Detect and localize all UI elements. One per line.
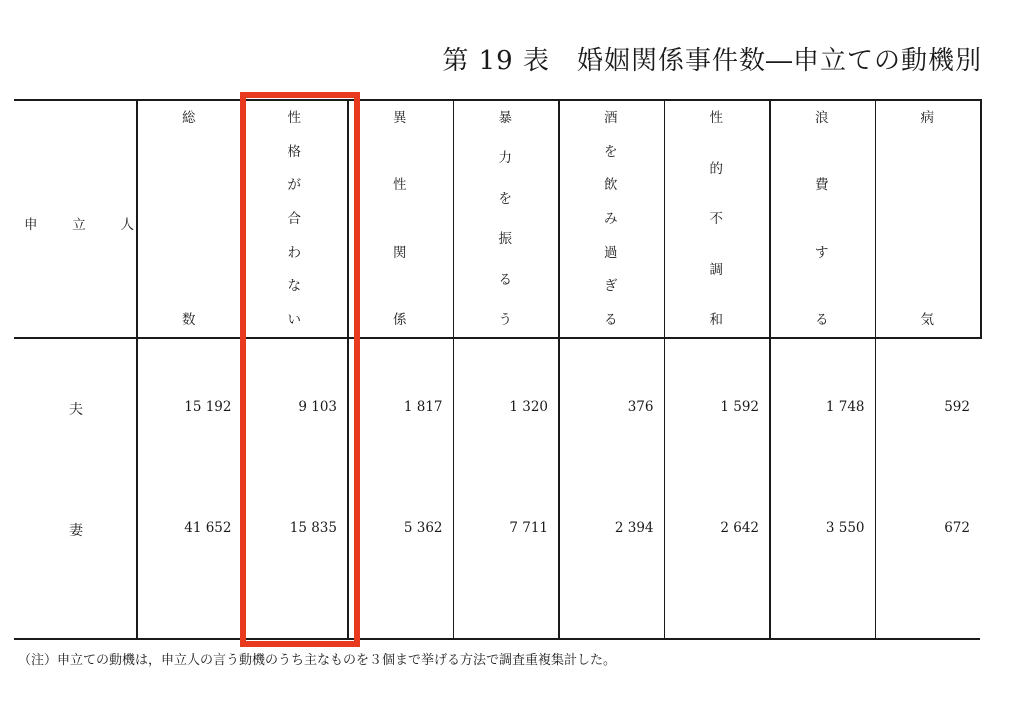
column-header (558, 99, 664, 337)
column-header-char: す (815, 244, 829, 261)
column-header (875, 99, 981, 337)
column-header (453, 99, 559, 337)
column-header-char: 性 (709, 110, 723, 126)
table-cell: 376 (627, 399, 654, 415)
column-header-char: が (287, 177, 301, 194)
column-header-char: 総 (182, 110, 196, 126)
row-label-husband: 夫 (69, 402, 83, 418)
column-header-char: る (815, 312, 829, 328)
column-header-char: い (287, 312, 301, 328)
column-header-char: 数 (182, 312, 196, 328)
highlight-box (240, 92, 360, 647)
applicant-header-char: 申 (24, 217, 38, 233)
column-header-char: 和 (709, 312, 723, 328)
column-header (347, 99, 453, 337)
table-cell: 672 (944, 520, 970, 536)
column-header-char: う (498, 312, 512, 328)
column-header-char: 性 (287, 110, 301, 126)
column-header-char: な (287, 278, 301, 295)
column-header-char: ぎ (604, 278, 618, 295)
column-header (769, 99, 875, 337)
statistics-table (14, 99, 980, 640)
table-cell: 2 394 (614, 520, 654, 536)
table-bottom-border (14, 638, 980, 640)
table-cell: 41 652 (184, 520, 232, 536)
table-cell: 592 (944, 399, 970, 415)
column-divider (980, 99, 982, 339)
column-header-char: る (604, 312, 618, 328)
column-header-char: み (604, 211, 618, 227)
column-header-char: を (604, 143, 618, 160)
table-cell: 1 592 (720, 399, 759, 415)
column-header-char: 暴 (498, 110, 512, 126)
column-header-char: 係 (393, 312, 407, 328)
column-header-char: 振 (498, 231, 512, 248)
table-cell: 15 192 (184, 399, 232, 415)
column-header-char: 気 (920, 312, 934, 328)
applicant-header (24, 213, 134, 233)
column-header-char: 浪 (815, 110, 829, 126)
column-header-char: 病 (920, 110, 934, 126)
column-header-char: 飲 (604, 177, 618, 194)
table-cell: 9 103 (298, 399, 337, 415)
column-header-char: 費 (815, 177, 829, 194)
table-cell: 2 642 (720, 520, 759, 536)
table-cell: 3 550 (825, 520, 865, 536)
table-cell: 7 711 (509, 520, 548, 536)
table-cell: 1 817 (403, 399, 443, 415)
table-note: （注）申立ての動機は，申立人の言う動機のうち主なものを３個まで挙げる方法で調査重複集計した。 (18, 653, 617, 668)
applicant-header-char: 立 (72, 217, 86, 233)
column-header-char: 的 (709, 160, 723, 177)
column-header-char: 不 (709, 211, 723, 227)
table-cell: 1 748 (825, 399, 865, 415)
column-header-char: わ (287, 244, 301, 261)
column-header (664, 99, 770, 337)
column-header-char: 酒 (604, 110, 618, 126)
column-header-char: 過 (604, 244, 618, 261)
column-header-char: 異 (393, 110, 407, 126)
row-label-wife: 妻 (69, 523, 83, 539)
applicant-header-char: 人 (120, 217, 134, 233)
table-title: 第 19 表 婚姻関係事件数―申立ての動機別 (442, 46, 982, 76)
header-bottom-border (14, 337, 980, 339)
column-header-char: 格 (287, 143, 301, 160)
column-header-char: 調 (709, 261, 723, 278)
column-header-char: を (498, 190, 512, 207)
column-header (136, 99, 242, 337)
column-header-char: 関 (393, 244, 407, 261)
table-cell: 5 362 (403, 520, 443, 536)
column-header-char: 力 (498, 150, 512, 167)
table-cell: 15 835 (289, 520, 337, 536)
table-cell: 1 320 (509, 399, 548, 415)
column-header-char: 性 (393, 177, 407, 194)
column-header-char: る (498, 271, 512, 288)
column-header-char: 合 (287, 211, 301, 227)
